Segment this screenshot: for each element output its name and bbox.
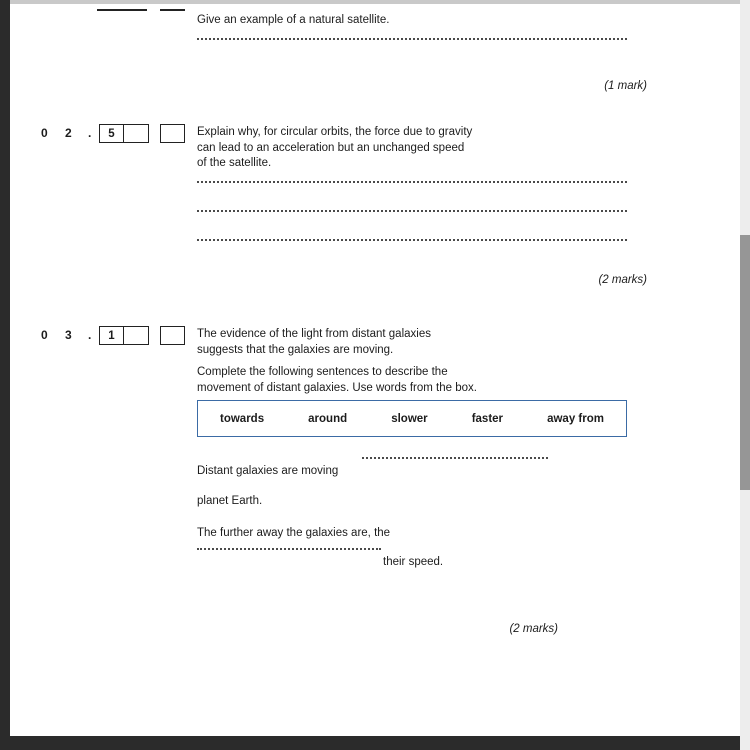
word-option: slower xyxy=(391,412,428,425)
instruction-line: movement of distant galaxies. Use words from the box. xyxy=(197,381,477,394)
cropped-number-box-edge xyxy=(97,9,147,11)
examiner-mark-box xyxy=(160,326,185,345)
word-option: faster xyxy=(471,412,504,425)
question-number-digit: 0 xyxy=(41,328,48,342)
question-number-digit: 1 xyxy=(100,327,124,344)
sentence-text: their speed. xyxy=(383,556,444,568)
empty-number-cell xyxy=(124,125,148,142)
marks-label: (2 marks) xyxy=(509,623,558,635)
cropped-answer-box-edge xyxy=(160,9,185,11)
examiner-mark-box xyxy=(160,124,185,143)
answer-line xyxy=(197,38,627,40)
sentence-text: Distant galaxies are moving xyxy=(197,465,339,477)
sentence-text: planet Earth. xyxy=(197,495,263,507)
question-number-separator: . xyxy=(88,126,92,140)
question-number-separator: . xyxy=(88,328,92,342)
word-option: away from xyxy=(547,412,604,425)
fill-in-blank-line xyxy=(197,548,381,550)
question-number-digit: 3 xyxy=(65,328,72,342)
question-number-digit: 2 xyxy=(65,126,72,140)
question-prompt: Give an example of a natural satellite. xyxy=(197,14,390,26)
marks-label: (2 marks) xyxy=(598,274,647,286)
prompt-line: The evidence of the light from distant galaxies xyxy=(197,328,431,340)
prompt-line: can lead to an acceleration but an unchanged speed xyxy=(197,141,465,154)
question-prompt xyxy=(197,125,637,172)
word-option: around xyxy=(308,412,348,425)
answer-line xyxy=(197,181,627,183)
word-choice-box xyxy=(197,400,627,437)
prompt-line: suggests that the galaxies are moving. xyxy=(197,343,394,356)
question-number-box xyxy=(99,326,149,345)
question-number-digit: 5 xyxy=(100,125,124,142)
question-number-box xyxy=(99,124,149,143)
scrollbar-track[interactable] xyxy=(740,0,750,750)
question-prompt xyxy=(197,327,637,358)
marks-label: (1 mark) xyxy=(604,80,647,92)
answer-line xyxy=(197,210,627,212)
question-instructions xyxy=(197,365,637,396)
sentence-text: The further away the galaxies are, the xyxy=(197,527,391,539)
prompt-line: Explain why, for circular orbits, the force due to gravity xyxy=(197,126,473,138)
word-option: towards xyxy=(220,412,265,425)
scrollbar-thumb[interactable] xyxy=(740,235,750,490)
prompt-line: of the satellite. xyxy=(197,157,272,169)
fill-in-blank-line xyxy=(362,457,548,459)
question-number-digit: 0 xyxy=(41,126,48,140)
exam-paper-page xyxy=(10,4,740,736)
answer-line xyxy=(197,239,627,241)
empty-number-cell xyxy=(124,327,148,344)
instruction-line: Complete the following sentences to describe the xyxy=(197,366,448,378)
